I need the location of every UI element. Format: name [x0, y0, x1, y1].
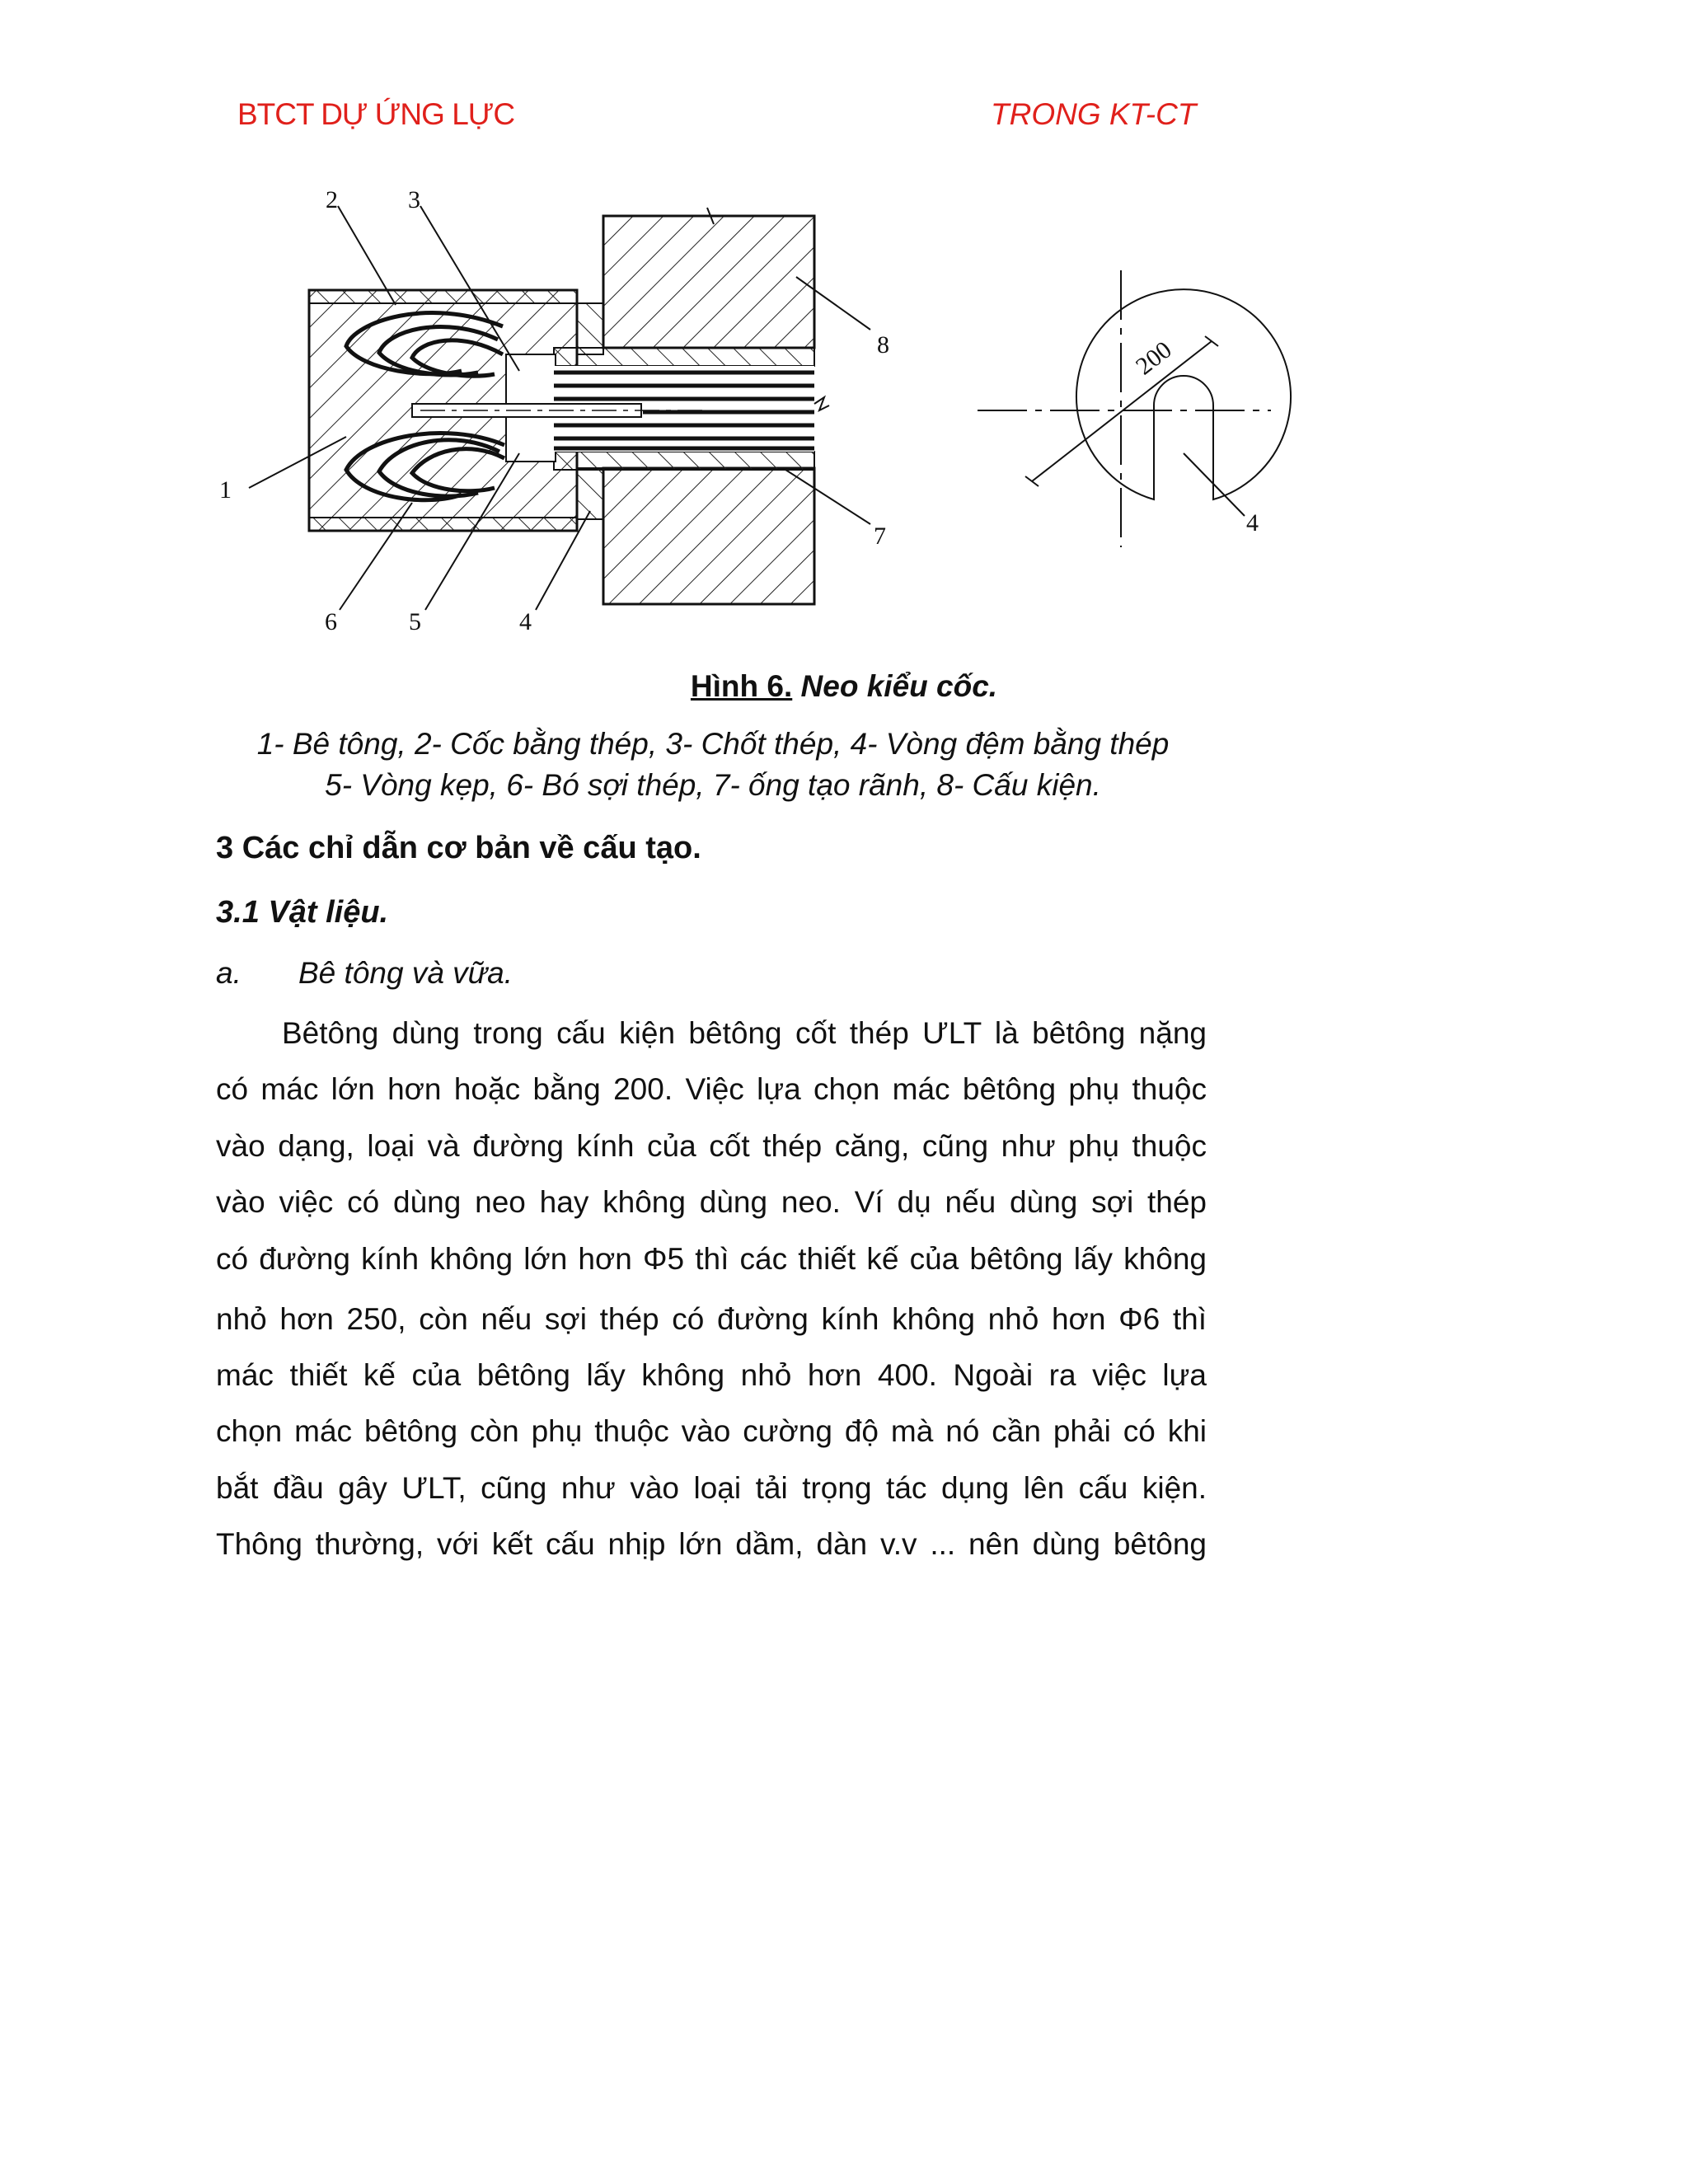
legend-line-1: 1- Bê tông, 2- Cốc bằng thép, 3- Chốt thép, 4- Vòng đệm bằng thép	[256, 727, 1170, 761]
header-title-left: BTCT DỰ ỨNG LỰC	[237, 97, 515, 131]
section-heading: 3 Các chỉ dẫn cơ bản về cấu tạo.	[216, 831, 701, 865]
label-5: 5	[409, 608, 421, 635]
paragraph-line: chọn mác bêtông còn phụ thuộc vào cường độ mà nó cần phải có khi	[216, 1414, 1207, 1448]
label-4: 4	[519, 608, 532, 635]
header-title-right: TRONG KT-CT	[991, 97, 1197, 131]
item-letter: a.	[216, 956, 241, 990]
item-text: Bê tông và vữa.	[298, 956, 513, 990]
paragraph-line: nhỏ hơn 250, còn nếu sợi thép có đường kính không nhỏ hơn Φ6 thì	[216, 1302, 1207, 1336]
dimension-label: 200	[1130, 335, 1177, 381]
paragraph-line: vào dạng, loại và đường kính của cốt thép căng, cũng như phụ thuộc	[216, 1129, 1207, 1163]
figure-number: Hình 6.	[690, 669, 793, 703]
label-2: 2	[326, 186, 338, 213]
figure-caption	[0, 669, 1688, 704]
paragraph-line: bắt đầu gây ƯLT, cũng như vào loại tải trọng tác dụng lên cấu kiện.	[216, 1471, 1207, 1505]
paragraph-line: có đường kính không lớn hơn Φ5 thì các thiết kế của bêtông lấy không	[216, 1242, 1207, 1276]
label-6: 6	[325, 608, 337, 635]
paragraph-line: mác thiết kế của bêtông lấy không nhỏ hơn 400. Ngoài ra việc lựa	[216, 1358, 1207, 1392]
item-heading	[216, 956, 513, 991]
label-3: 3	[408, 186, 420, 213]
paragraph-line: có mác lớn hơn hoặc bằng 200. Việc lựa chọn mác bêtông phụ thuộc	[216, 1072, 1207, 1106]
label-8: 8	[877, 331, 889, 359]
label-7: 7	[874, 523, 886, 550]
paragraph-line: Bêtông dùng trong cấu kiện bêtông cốt thép ƯLT là bêtông nặng	[282, 1016, 1207, 1050]
anchor-diagram	[0, 0, 1688, 659]
label-4-end-view: 4	[1246, 509, 1259, 537]
label-1: 1	[219, 476, 232, 504]
paragraph-line: Thông thường, với kết cấu nhịp lớn dầm, dàn v.v ... nên dùng bêtông	[216, 1527, 1207, 1561]
figure-name: Neo kiểu cốc.	[800, 669, 998, 703]
paragraph-line: vào việc có dùng neo hay không dùng neo. Ví dụ nếu dùng sợi thép	[216, 1185, 1207, 1219]
end-view	[978, 270, 1291, 547]
legend-line-2: 5- Vòng kẹp, 6- Bó sợi thép, 7- ống tạo rãnh, 8- Cấu kiện.	[325, 768, 1101, 802]
subsection-heading: 3.1 Vật liệu.	[216, 895, 389, 930]
